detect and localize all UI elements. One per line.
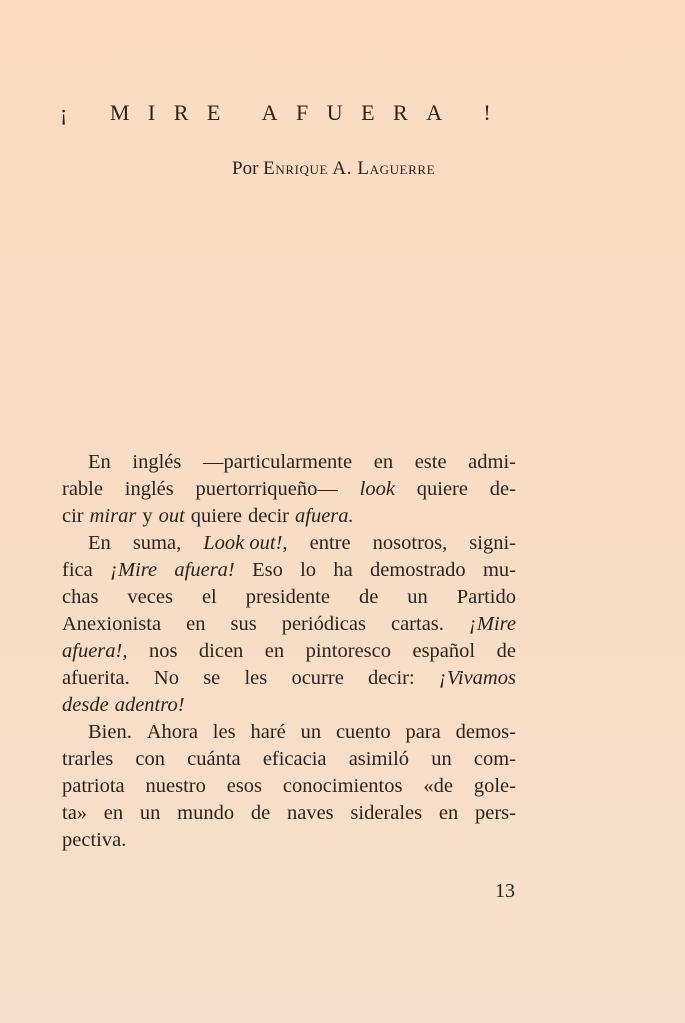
word: decir <box>248 505 290 527</box>
word: sus <box>230 613 257 635</box>
word: un <box>139 802 161 824</box>
body-text <box>62 449 516 854</box>
word: ¡Mire <box>468 613 516 635</box>
byline <box>232 158 435 180</box>
word: afuerita. <box>62 667 130 689</box>
text-line <box>62 530 516 557</box>
word: chas <box>62 586 99 608</box>
word: presidente <box>245 586 330 608</box>
text-line <box>62 665 516 692</box>
word: com- <box>473 748 516 770</box>
author-name: Enrique A. Laguerre <box>263 158 436 179</box>
word: un <box>300 721 322 743</box>
word: ¡Mire <box>110 559 158 581</box>
text-line <box>62 692 516 719</box>
word: ocurre <box>291 667 344 689</box>
word: adentro! <box>114 694 185 716</box>
word: en <box>264 640 285 662</box>
text-line <box>62 638 516 665</box>
word: demostrado <box>370 559 466 581</box>
text-line <box>62 800 516 827</box>
word: puertorriqueño— <box>195 478 338 500</box>
word: periódicas <box>281 613 366 635</box>
word: este <box>414 451 447 473</box>
word: nos <box>148 640 178 662</box>
word: En <box>88 532 111 554</box>
word: Anexionista <box>62 613 162 635</box>
word: siderales <box>350 802 423 824</box>
word: out <box>158 505 185 527</box>
word: en <box>373 451 394 473</box>
word: inglés <box>132 451 182 473</box>
word: entre <box>309 532 351 554</box>
word: mundo <box>177 802 235 824</box>
word: —particularmente <box>202 451 353 473</box>
word: No <box>153 667 179 689</box>
text-line <box>62 557 516 584</box>
word: Partido <box>456 586 516 608</box>
word: quiere <box>190 505 243 527</box>
word: ¡Vivamos <box>438 667 516 689</box>
word: lo <box>300 559 317 581</box>
word: trarles <box>62 748 114 770</box>
word: eficacia <box>262 748 327 770</box>
word: haré <box>250 721 286 743</box>
text-line <box>62 584 516 611</box>
word: decir: <box>368 667 415 689</box>
word: nosotros, <box>372 532 448 554</box>
word: para <box>405 721 441 743</box>
word: conocimientos <box>282 775 403 797</box>
word: en <box>438 802 459 824</box>
word: afuera!, <box>62 640 128 662</box>
text-line <box>62 503 516 530</box>
word: con <box>135 748 165 770</box>
word: fica <box>62 559 93 581</box>
word: quiere <box>416 478 468 500</box>
word: cir <box>62 505 84 527</box>
word: demos- <box>455 721 516 743</box>
word: suma, <box>132 532 182 554</box>
word: les <box>244 667 268 689</box>
word: «de <box>423 775 453 797</box>
text-line <box>62 611 516 638</box>
word: mirar <box>89 505 137 527</box>
word: Eso <box>252 559 283 581</box>
word: admi- <box>468 451 516 473</box>
word: el <box>201 586 217 608</box>
byline-prefix: Por <box>232 158 259 179</box>
word: en <box>103 802 124 824</box>
word: veces <box>127 586 173 608</box>
text-line <box>62 773 516 800</box>
word: de <box>250 802 271 824</box>
text-line <box>62 476 516 503</box>
word: ta» <box>62 802 88 824</box>
paragraph <box>62 449 516 530</box>
article-title: ¡ MIRE AFUERA ! <box>60 100 510 125</box>
word: español <box>412 640 476 662</box>
word: rable <box>62 478 103 500</box>
word: mu- <box>482 559 516 581</box>
word: patriota <box>62 775 125 797</box>
word: afuera! <box>174 559 235 581</box>
page-number: 13 <box>495 880 515 902</box>
text-line <box>62 827 516 854</box>
text-line <box>62 449 516 476</box>
word: de- <box>489 478 516 500</box>
word: pers- <box>475 802 516 824</box>
word: desde <box>62 694 109 716</box>
word: naves <box>286 802 334 824</box>
word: un <box>407 586 428 608</box>
word: gole- <box>473 775 516 797</box>
word: Bien. <box>88 721 132 743</box>
word: de <box>358 586 379 608</box>
word: cuánta <box>187 748 241 770</box>
word: pectiva. <box>62 829 127 851</box>
word: les <box>212 721 236 743</box>
word: cuento <box>335 721 391 743</box>
word: cartas. <box>390 613 444 635</box>
word: Ahora <box>146 721 198 743</box>
word: pintoresco <box>305 640 392 662</box>
word: Look out!, <box>203 532 288 554</box>
word: en <box>186 613 206 635</box>
word: ha <box>333 559 353 581</box>
text-line <box>62 719 516 746</box>
word: dicen <box>198 640 244 662</box>
word: inglés <box>124 478 174 500</box>
text-line <box>62 746 516 773</box>
word: se <box>203 667 221 689</box>
word: En <box>88 451 111 473</box>
word: signi- <box>469 532 516 554</box>
word: afuera. <box>295 505 354 527</box>
word: asimiló <box>348 748 410 770</box>
word: un <box>431 748 452 770</box>
word: y <box>142 505 153 527</box>
word: nuestro <box>145 775 206 797</box>
paragraph <box>62 530 516 719</box>
word: de <box>496 640 516 662</box>
word: look <box>359 478 395 500</box>
paragraph <box>62 719 516 854</box>
word: esos <box>226 775 263 797</box>
